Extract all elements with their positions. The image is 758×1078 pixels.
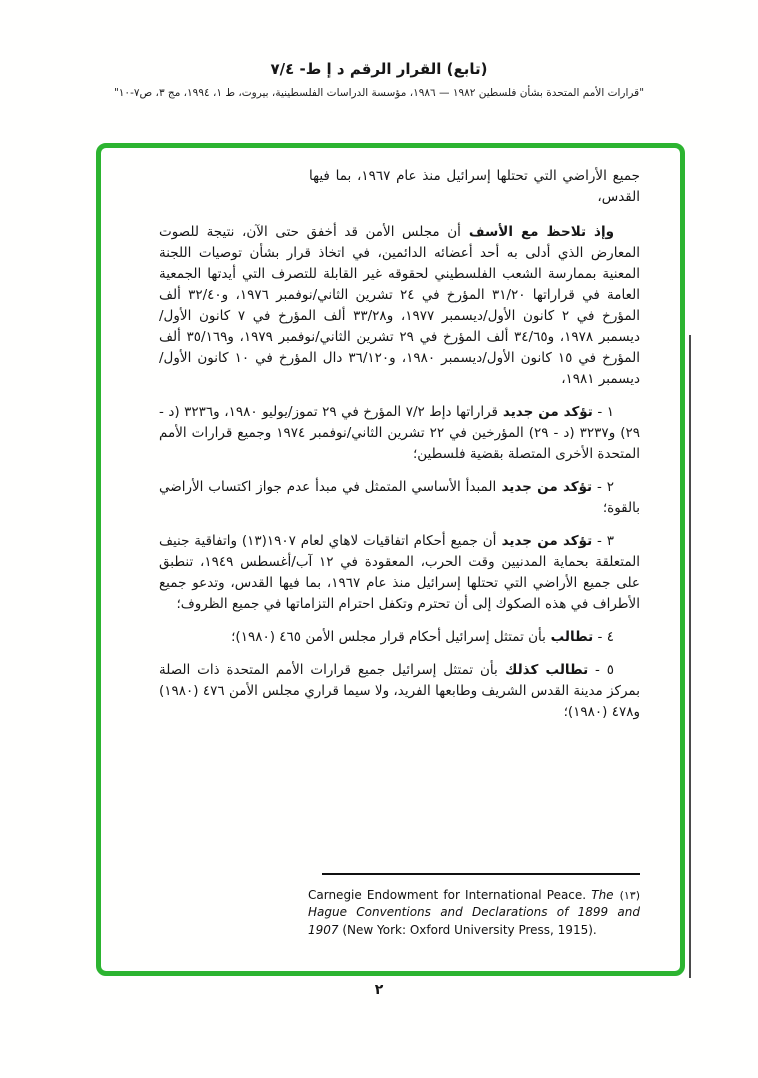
paragraph-text: المبدأ الأساسي المتمثل في مبدأ عدم جواز اكتساب الأراضي بالقوة؛ — [159, 479, 640, 516]
paragraph-number: ١ - — [592, 404, 614, 420]
paragraph-number: ٤ - — [593, 629, 614, 645]
page-number: ٢ — [374, 982, 384, 998]
document-body-frame — [96, 143, 685, 976]
document-source-citation: "قرارات الأمم المتحدة بشأن فلسطين ١٩٨٢ — ١٩٨٦، مؤسسة الدراسات الفلسطينية، بيروت، ط ١، ١٩٩٤، مج ٣، ص٧-١٠" — [113, 87, 645, 99]
footnote-block — [308, 873, 640, 952]
body-paragraph — [159, 477, 640, 519]
body-paragraph — [159, 222, 640, 390]
paragraph-lead: وإذ تلاحظ مع الأسف — [460, 224, 614, 240]
body-paragraph — [309, 166, 640, 208]
scan-artifact-line — [689, 335, 691, 978]
paragraph-lead: تؤكد من جديد — [498, 404, 593, 420]
paragraph-number: ٥ - — [588, 662, 614, 678]
paragraph-text: جميع الأراضي التي تحتلها إسرائيل منذ عام ١٩٦٧، بما فيها القدس، — [309, 168, 640, 205]
paragraph-lead: تطالب كذلك — [497, 662, 589, 678]
footnote-text — [308, 887, 640, 940]
footnote-divider — [322, 873, 640, 875]
paragraph-text: قراراتها دإط ٧/٢ المؤرخ في ٢٩ تموز/يوليو ١٩٨٠، و٣٢٣٦ (د - ٢٩) و٣٢٣٧ (د - ٢٩) المؤرخين في ٢٢ تشرين الثاني/نوفمبر ١٩٧٤ وجميع قرارات الأمم المتحدة الأخرى المتصلة بقضية فلسطين؛ — [159, 404, 640, 462]
body-paragraph — [159, 627, 640, 648]
footnote-roman-2: (New York: Oxford University Press, 1915). — [338, 922, 597, 937]
footnote-roman-1: Carnegie Endowment for International Peace. — [308, 887, 592, 902]
body-paragraph — [159, 402, 640, 465]
page-header — [0, 60, 758, 99]
body-paragraph — [159, 660, 640, 723]
paragraph-text: بأن تمتثل إسرائيل أحكام قرار مجلس الأمن ٤٦٥ (١٩٨٠)؛ — [231, 629, 546, 645]
paragraph-text: أن مجلس الأمن قد أخفق حتى الآن، نتيجة للصوت المعارض الذي أدلى به أحد أعضائه الدائمين، في اتخاذ قرار بشأن توصيات اللجنة المعنية بممارسة الشعب الفلسطيني لحقوقه غير القابلة للتصرف التي أيدتها الجمعية العامة في قراراتها ٣١/٢٠ المؤرخ في ٢٤ تشرين الثاني/نوفمبر ١٩٧٦، و٣٢/٤٠ ألف المؤرخ في ٢ كانون الأول/ديسمبر ١٩٧٧، و٣٣/٢٨ ألف المؤرخ في ٧ كانون الأول/ديسمبر ١٩٧٨، و٣٤/٦٥ ألف المؤرخ في ٢٩ تشرين الثاني/نوفمبر ١٩٧٩، و٣٥/١٦٩ ألف المؤرخ في ١٥ كانون الأول/ديسمبر ١٩٨٠، و٣٦/١٢٠ دال المؤرخ في ١٠ كانون الأول/ديسمبر ١٩٨١، — [159, 224, 641, 387]
paragraph-number: ٢ - — [592, 479, 614, 495]
paragraph-text: أن جميع أحكام اتفاقيات لاهاي لعام ١٩٠٧(١٣) واتفاقية جنيف المتعلقة بحماية المدنيين وقت الحرب، المعقودة في ١٢ آب/أغسطس ١٩٤٩، تنطبق على جميع الأراضي التي تحتلها إسرائيل منذ عام ١٩٦٧، بما فيها القدس، وتدعو جميع الأطراف في هذه الصكوك إلى أن تحترم وتكفل احترام التزاماتها في جميع الظروف؛ — [159, 533, 641, 612]
paragraph-lead: تؤكد من جديد — [496, 533, 593, 549]
footnote-italic-title: The Hague Conventions and Declarations of 1899 and 1907 — [308, 887, 640, 937]
paragraph-number: ٣ - — [592, 533, 614, 549]
resolution-text — [159, 166, 640, 723]
footnote-marker: (١٣) — [619, 888, 640, 902]
paragraph-lead: تؤكد من جديد — [496, 479, 593, 495]
paragraph-text: بأن تمتثل إسرائيل جميع قرارات الأمم المتحدة ذات الصلة بمركز مدينة القدس الشريف وطابعها الفريد، ولا سيما قراري مجلس الأمن ٤٧٦ (١٩٨٠) و٤٧٨ (١٩٨٠)؛ — [159, 662, 640, 720]
paragraph-lead: تطالب — [545, 629, 594, 645]
document-title: (تابع) القرار الرقم د إ ط- ٧/٤ — [270, 60, 488, 78]
body-paragraph — [159, 531, 640, 615]
